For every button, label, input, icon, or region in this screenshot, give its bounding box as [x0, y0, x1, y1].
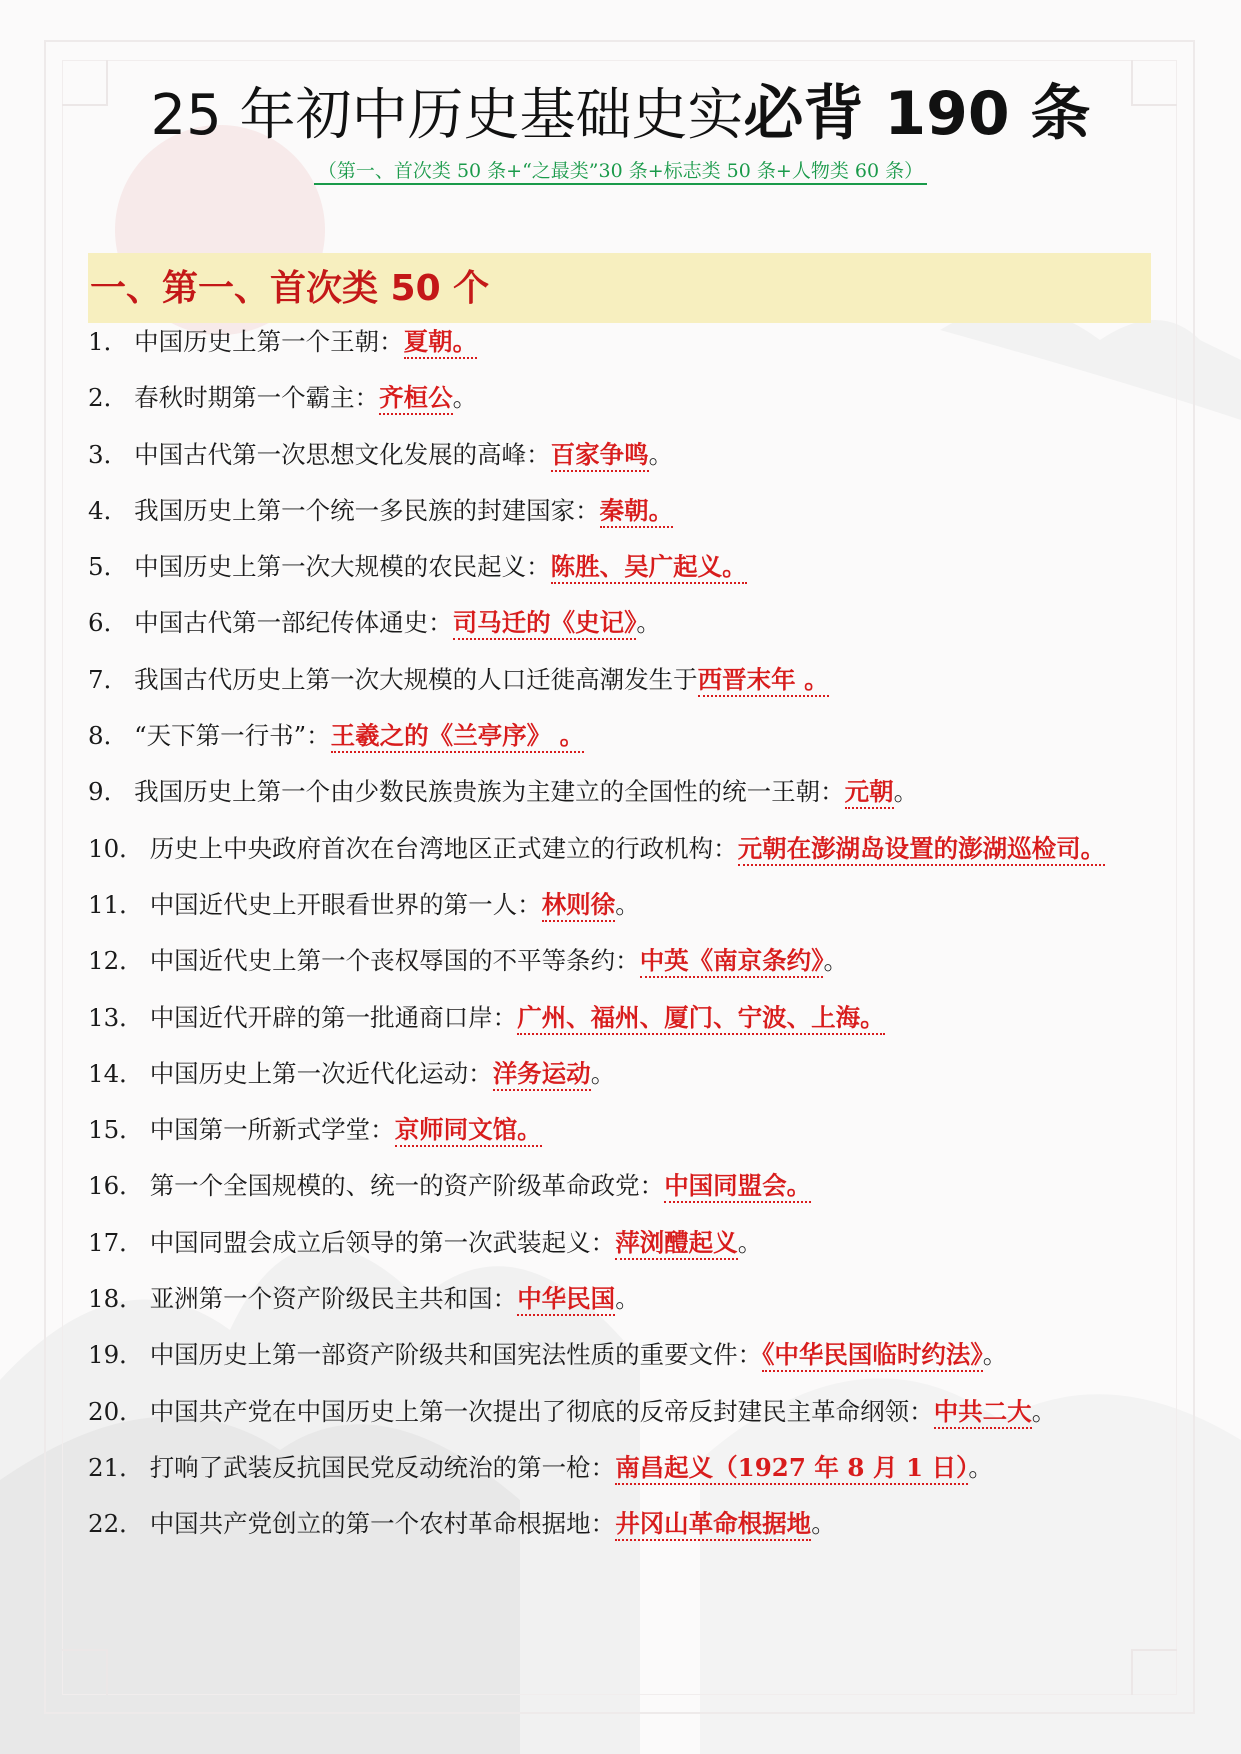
item-answer: 西晋末年 。	[698, 665, 829, 697]
item-punctuation: 。	[893, 777, 919, 807]
item-number: 9．	[88, 777, 129, 807]
item-answer: 陈胜、吴广起义。	[551, 552, 747, 584]
page-title	[0, 78, 1241, 152]
item-punctuation: 。	[452, 383, 478, 413]
item-answer: 萍浏醴起义	[615, 1228, 738, 1260]
list-item	[88, 539, 1154, 595]
list-item	[88, 427, 1154, 483]
item-number: 16．	[88, 1171, 144, 1201]
fact-list	[88, 314, 1154, 1553]
item-answer: 广州、福州、厦门、宁波、上海。	[517, 1003, 885, 1035]
item-answer: 林则徐	[542, 890, 616, 922]
list-item	[88, 370, 1154, 426]
item-number: 12．	[88, 946, 144, 976]
page-subtitle	[0, 158, 1241, 184]
item-question: 中国共产党在中国历史上第一次提出了彻底的反帝反封建民主革命纲领：	[149, 1396, 934, 1426]
item-question: 第一个全国规模的、统一的资产阶级革命政党：	[149, 1171, 665, 1201]
item-punctuation: 。	[615, 1284, 640, 1314]
list-item	[88, 595, 1154, 651]
item-number: 19．	[88, 1340, 144, 1370]
item-punctuation: 。	[636, 608, 661, 638]
item-number: 20．	[88, 1396, 144, 1426]
item-number: 8．	[88, 721, 129, 751]
item-question: 春秋时期第一个霸主：	[134, 383, 380, 413]
item-number: 6．	[88, 608, 129, 638]
page-title-main: 25 年初中历史基础史实	[150, 83, 744, 148]
item-question: 中国近代史上第一个丧权辱国的不平等条约：	[149, 946, 640, 976]
item-answer: 井冈山革命根据地	[615, 1509, 811, 1541]
item-question: 亚洲第一个资产阶级民主共和国：	[149, 1284, 518, 1314]
item-punctuation: 。	[982, 1340, 1008, 1370]
item-punctuation: 。	[968, 1452, 993, 1482]
item-question: 中国历史上第一次大规模的农民起义：	[134, 552, 551, 582]
item-answer: 元朝	[845, 777, 894, 809]
item-question: 中国近代开辟的第一批通商口岸：	[149, 1002, 518, 1032]
item-answer: 《中华民国临时约法》	[762, 1340, 983, 1372]
corner-ornament-bottom-right	[1131, 1649, 1177, 1695]
item-number: 17．	[88, 1227, 144, 1257]
item-question: “天下第一行书”：	[134, 721, 331, 751]
item-number: 22．	[88, 1509, 144, 1539]
list-item	[88, 1158, 1154, 1214]
list-item	[88, 483, 1154, 539]
item-question: 中国同盟会成立后领导的第一次武装起义：	[149, 1227, 616, 1257]
item-question: 我国古代历史上第一次大规模的人口迁徙高潮发生于	[134, 664, 698, 694]
list-item	[88, 877, 1154, 933]
item-number: 5．	[88, 552, 129, 582]
item-number: 2．	[88, 383, 129, 413]
list-item	[88, 764, 1154, 820]
item-punctuation: 。	[737, 1227, 763, 1257]
item-punctuation: 。	[615, 889, 640, 919]
item-question: 我国历史上第一个由少数民族贵族为主建立的全国性的统一王朝：	[134, 777, 845, 807]
item-number: 18．	[88, 1284, 144, 1314]
corner-ornament-bottom-left	[62, 1649, 108, 1695]
item-answer: 夏朝。	[404, 327, 478, 359]
item-number: 13．	[88, 1002, 144, 1032]
list-item	[88, 708, 1154, 764]
item-punctuation: 。	[823, 946, 848, 976]
item-answer: 元朝在澎湖岛设置的澎湖巡检司。	[738, 834, 1106, 866]
item-question: 我国历史上第一个统一多民族的封建国家：	[134, 495, 600, 525]
item-answer: 洋务运动	[493, 1059, 591, 1091]
list-item	[88, 1327, 1154, 1383]
list-item	[88, 821, 1154, 877]
item-number: 14．	[88, 1058, 144, 1088]
item-question: 中国历史上第一个王朝：	[134, 327, 404, 356]
item-answer: 中英《南京条约》	[640, 946, 824, 978]
list-item	[88, 1102, 1154, 1158]
item-question: 打响了武装反抗国民党反动统治的第一枪：	[149, 1452, 616, 1482]
item-question: 中国历史上第一部资产阶级共和国宪法性质的重要文件：	[149, 1340, 763, 1370]
item-question: 中国古代第一次思想文化发展的高峰：	[134, 439, 551, 469]
item-answer: 南昌起义（1927 年 8 月 1 日）	[615, 1453, 968, 1485]
list-item	[88, 933, 1154, 989]
item-number: 7．	[88, 664, 129, 694]
item-number: 10．	[88, 833, 144, 863]
list-item	[88, 1496, 1154, 1552]
item-number: 21．	[88, 1452, 144, 1482]
list-item	[88, 1384, 1154, 1440]
item-answer: 司马迁的《史记》	[453, 608, 637, 640]
list-item	[88, 1046, 1154, 1102]
item-question: 历史上中央政府首次在台湾地区正式建立的行政机构：	[149, 833, 738, 863]
item-question: 中国共产党创立的第一个农村革命根据地：	[149, 1509, 616, 1539]
item-question: 中国第一所新式学堂：	[149, 1115, 395, 1145]
section-title: 一、第一、首次类 50 个	[90, 268, 490, 309]
item-answer: 百家争鸣	[551, 440, 649, 472]
item-answer: 王羲之的《兰亭序》 。	[331, 721, 585, 753]
item-answer: 秦朝。	[600, 496, 674, 528]
list-item	[88, 1215, 1154, 1271]
list-item	[88, 314, 1154, 370]
item-punctuation: 。	[811, 1509, 836, 1539]
item-question: 中国历史上第一次近代化运动：	[149, 1058, 493, 1088]
item-answer: 中华民国	[517, 1284, 615, 1316]
list-item	[88, 652, 1154, 708]
item-answer: 中共二大	[934, 1397, 1032, 1429]
item-question: 中国古代第一部纪传体通史：	[134, 608, 453, 638]
page-title-emphasis: 必背 190 条	[743, 79, 1091, 149]
item-number: 3．	[88, 439, 129, 469]
page-subtitle-text: （第一、首次类 50 条+“之最类”30 条+标志类 50 条+人物类 60 条）	[314, 160, 927, 185]
item-number: 4．	[88, 495, 129, 525]
item-number: 1．	[88, 327, 129, 356]
item-answer: 京师同文馆。	[395, 1115, 542, 1147]
item-punctuation: 。	[648, 439, 674, 469]
item-number: 15．	[88, 1115, 144, 1145]
item-punctuation: 。	[590, 1058, 616, 1088]
item-question: 中国近代史上开眼看世界的第一人：	[149, 889, 542, 919]
item-answer: 中国同盟会。	[664, 1171, 811, 1203]
item-number: 11．	[88, 889, 144, 919]
list-item	[88, 1440, 1154, 1496]
item-punctuation: 。	[1031, 1396, 1057, 1426]
list-item	[88, 990, 1154, 1046]
list-item	[88, 1271, 1154, 1327]
item-answer: 齐桓公	[379, 383, 453, 415]
